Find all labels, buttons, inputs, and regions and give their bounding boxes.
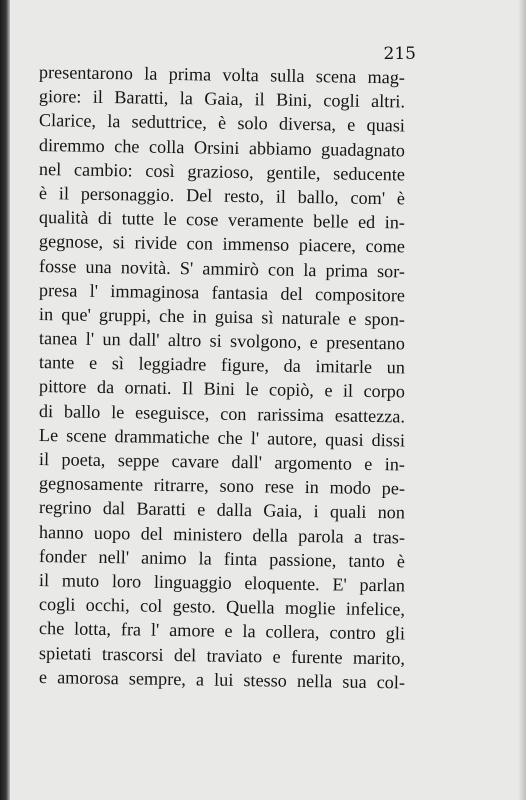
text-line: il muto loro linguaggio eloquente. E' parlan xyxy=(38,569,406,596)
text-line: spietati trascorsi del traviato e furente marito, xyxy=(38,642,406,668)
text-line: gegnose, si rivide con immenso piacere, come xyxy=(38,231,406,257)
text-line: presentarono la prima volta sulla scena mag- xyxy=(38,62,406,88)
text-line: giore: il Baratti, la Gaia, il Bini, cogli altri. xyxy=(38,86,406,112)
text-line: gegnosamente ritrarre, sono rese in modo pe- xyxy=(38,473,406,499)
text-line: il poeta, seppe cavare dall' argomento e in- xyxy=(38,449,406,475)
text-line: di ballo le eseguisce, con rarissima esattezza. xyxy=(38,400,406,427)
text-line: in que' gruppi, che in guisa sì naturale e spon- xyxy=(38,303,406,330)
page-number: 215 xyxy=(383,44,416,64)
text-line: presa l' immaginosa fantasia del compositore xyxy=(38,279,406,306)
text-line: Clarice, la seduttrice, è solo diversa, e quasi xyxy=(38,110,406,136)
text-line: che lotta, fra l' amore e la collera, contro gli xyxy=(38,618,406,644)
text-line: fosse una novità. S' ammirò con la prima sor- xyxy=(38,255,406,281)
text-line: pittore da ornati. Il Bini le copiò, e il corpo xyxy=(38,376,406,402)
text-line: Le scene drammatiche che l' autore, quasi dissi xyxy=(38,424,406,451)
text-line: fonder nell' animo la finta passione, tanto è xyxy=(38,545,406,572)
book-spine-shadow xyxy=(0,0,10,800)
page-edge-shadow xyxy=(518,0,526,800)
text-line: è il personaggio. Del resto, il ballo, com' è xyxy=(38,182,406,209)
body-text xyxy=(38,60,406,693)
text-line: qualità di tutte le cose veramente belle ed in- xyxy=(38,207,406,233)
text-line: tante e sì leggiadre figure, da imitarle un xyxy=(38,352,406,378)
text-line: tanea l' un dall' altro si svolgono, e presentano xyxy=(38,328,406,354)
text-line: diremmo che colla Orsini abbiamo guadagnato xyxy=(38,134,406,160)
text-line: nel cambio: così grazioso, gentile, seducente xyxy=(38,158,406,185)
text-line: cogli occhi, col gesto. Quella moglie infelice, xyxy=(38,594,406,620)
text-line: hanno uopo del ministero della parola a tras- xyxy=(38,521,406,547)
text-line: regrino dal Baratti e dalla Gaia, i quali non xyxy=(38,497,406,523)
text-line: e amorosa sempre, a lui stesso nella sua col- xyxy=(38,666,406,693)
